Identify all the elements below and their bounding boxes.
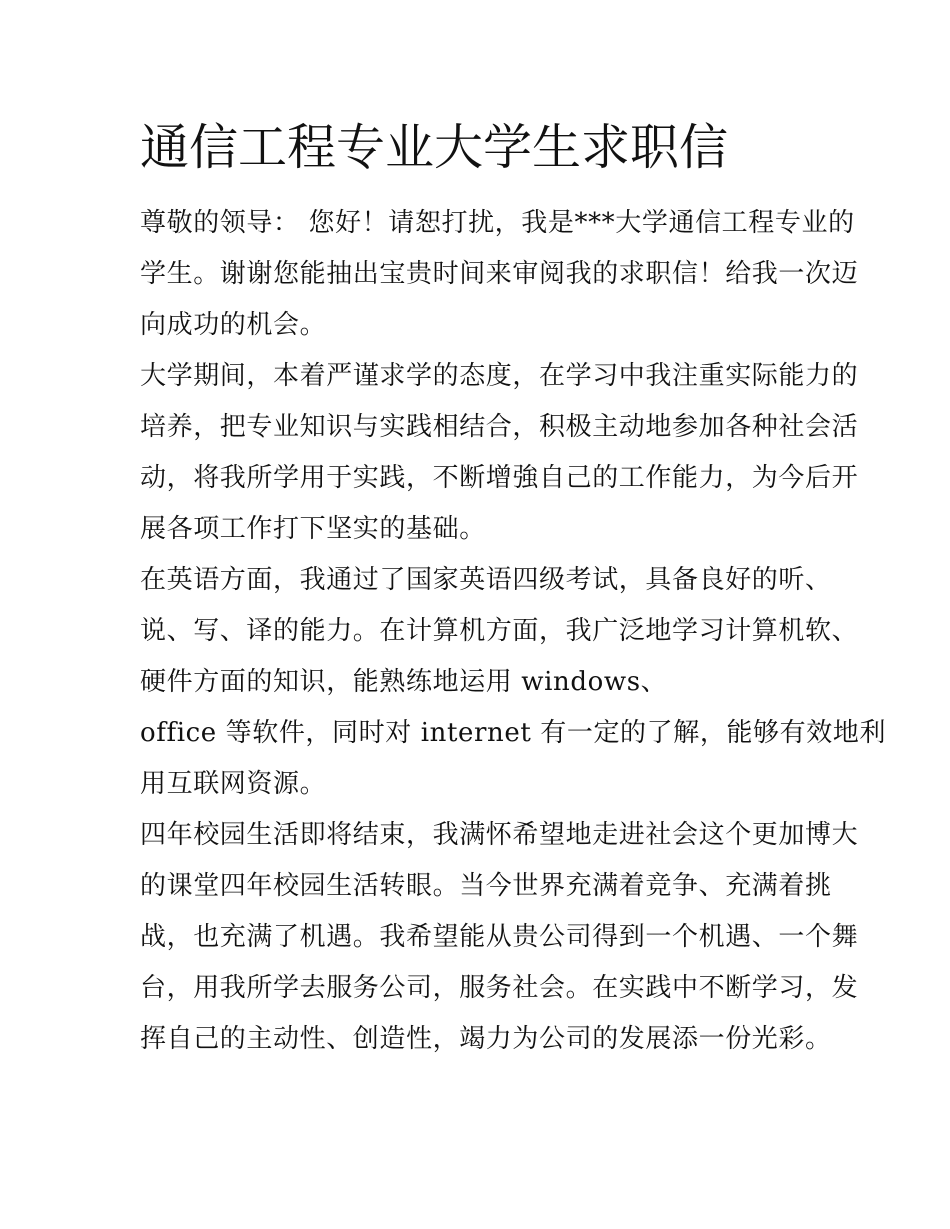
text-line: 的课堂四年校园生活转眼。当今世界充满着竞争、充满着挑 — [140, 871, 832, 901]
text-line: 培养，把专业知识与实践相结合，积极主动地参加各种社会活 — [140, 412, 859, 442]
text-line: 在英语方面，我通过了国家英语四级考试，具备良好的听、 — [140, 565, 832, 595]
text-line: 说、写、译的能力。在计算机方面，我广泛地学习计算机软、 — [140, 616, 859, 646]
text-line: 大学期间，本着严谨求学的态度，在学习中我注重实际能力的 — [140, 361, 859, 391]
text-line: 四年校园生活即将结束，我满怀希望地走进社会这个更加博大 — [140, 820, 859, 850]
paragraph — [140, 555, 887, 810]
text-line: 尊敬的领导： 您好！请恕打扰，我是***大学通信工程专业的 — [140, 208, 855, 238]
text-line: 动，将我所学用于实践，不断增強自己的工作能力，为今后开 — [140, 463, 859, 493]
text-line: 战，也充满了机遇。我希望能从贵公司得到一个机遇、一个舞 — [140, 922, 859, 952]
text-line: 台，用我所学去服务公司，服务社会。在实践中不断学习，发 — [140, 973, 859, 1003]
text-line: office 等软件，同时对 internet 有一定的了解，能够有效地利 — [140, 718, 887, 748]
paragraph — [140, 810, 859, 1065]
text-line: 挥自己的主动性、创造性，竭力为公司的发展添一份光彩。 — [140, 1024, 832, 1054]
text-line: 硬件方面的知识，能熟练地运用 windows、 — [140, 667, 668, 697]
document-title: 通信工程专业大学生求职信 — [140, 119, 729, 176]
paragraph — [140, 351, 859, 555]
letter-body — [140, 198, 887, 1065]
text-line: 展各项工作打下坚实的基础。 — [140, 514, 486, 544]
paragraph — [140, 198, 859, 351]
text-line: 学生。谢谢您能抽出宝贵时间来审阅我的求职信！给我一次迈 — [140, 259, 859, 289]
text-line: 用互联网资源。 — [140, 769, 327, 799]
text-line: 向成功的机会。 — [140, 310, 327, 340]
